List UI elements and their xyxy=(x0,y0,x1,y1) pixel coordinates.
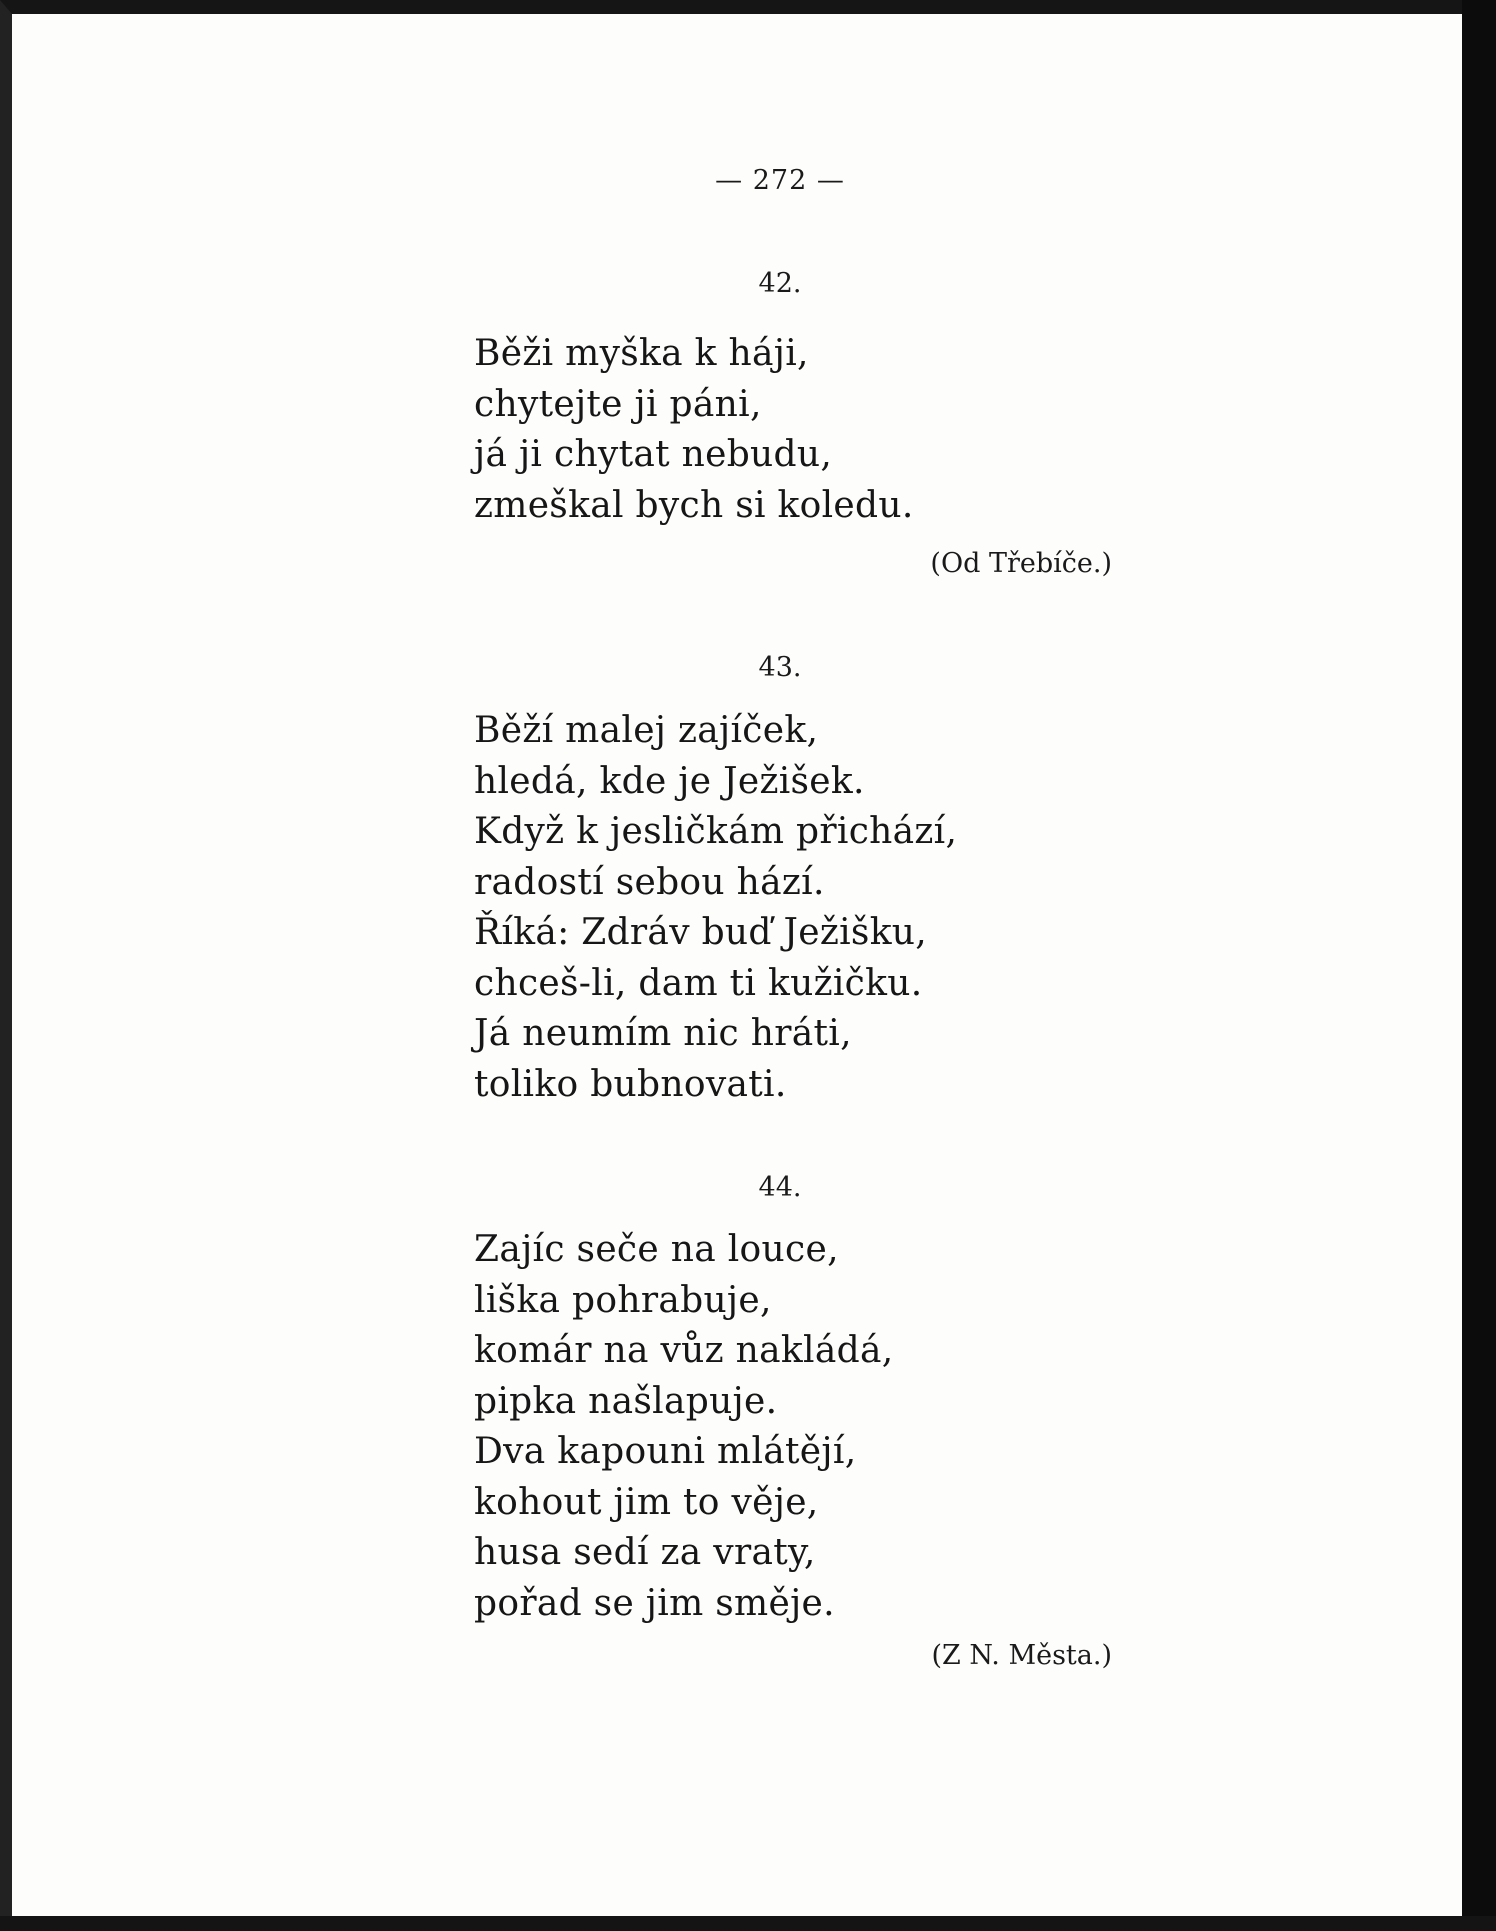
poem-44-source: (Z N. Města.) xyxy=(931,1640,1112,1671)
poem-line: chytejte ji páni, xyxy=(474,383,762,425)
poem-line: Dva kapouni mlátějí, xyxy=(474,1431,857,1472)
poem-line: zmeškal bych si koledu. xyxy=(474,484,914,526)
scan-border-bottom xyxy=(0,1916,1496,1931)
poem-number-44: 44. xyxy=(758,1172,802,1203)
poem-line: komár na vůz nakládá, xyxy=(474,1330,894,1371)
poem-line: já ji chytat nebudu, xyxy=(474,434,833,475)
poem-line: chceš-li, dam ti kužičku. xyxy=(474,962,923,1004)
poem-43 xyxy=(474,706,957,1110)
poem-line: Já neumím nic hráti, xyxy=(474,1013,852,1054)
poem-line: Běží malej zajíček, xyxy=(474,710,819,751)
poem-line: liška pohrabuje, xyxy=(474,1279,772,1321)
poem-42 xyxy=(474,329,914,531)
poem-44 xyxy=(474,1225,893,1629)
poem-line: husa sedí za vraty, xyxy=(474,1532,816,1573)
poem-line: pořad se jim směje. xyxy=(474,1582,835,1624)
poem-line: pipka našlapuje. xyxy=(474,1380,778,1422)
poem-number-43: 43. xyxy=(758,652,802,683)
poem-line: Zajíc seče na louce, xyxy=(474,1229,839,1270)
poem-line: radostí sebou hází. xyxy=(474,861,825,903)
poem-line: kohout jim to věje, xyxy=(474,1481,819,1523)
poem-number-42: 42. xyxy=(758,268,802,299)
poem-line: Běži myška k háji, xyxy=(474,333,809,374)
poem-42-source: (Od Třebíče.) xyxy=(930,548,1112,579)
poem-line: Říká: Zdráv buď Ježišku, xyxy=(474,912,928,953)
poem-line: hledá, kde je Ježišek. xyxy=(474,760,865,802)
poem-line: Když k jesličkám přichází, xyxy=(474,811,958,852)
page-number: — 272 — xyxy=(715,165,845,196)
poem-line: toliko bubnovati. xyxy=(474,1063,787,1105)
